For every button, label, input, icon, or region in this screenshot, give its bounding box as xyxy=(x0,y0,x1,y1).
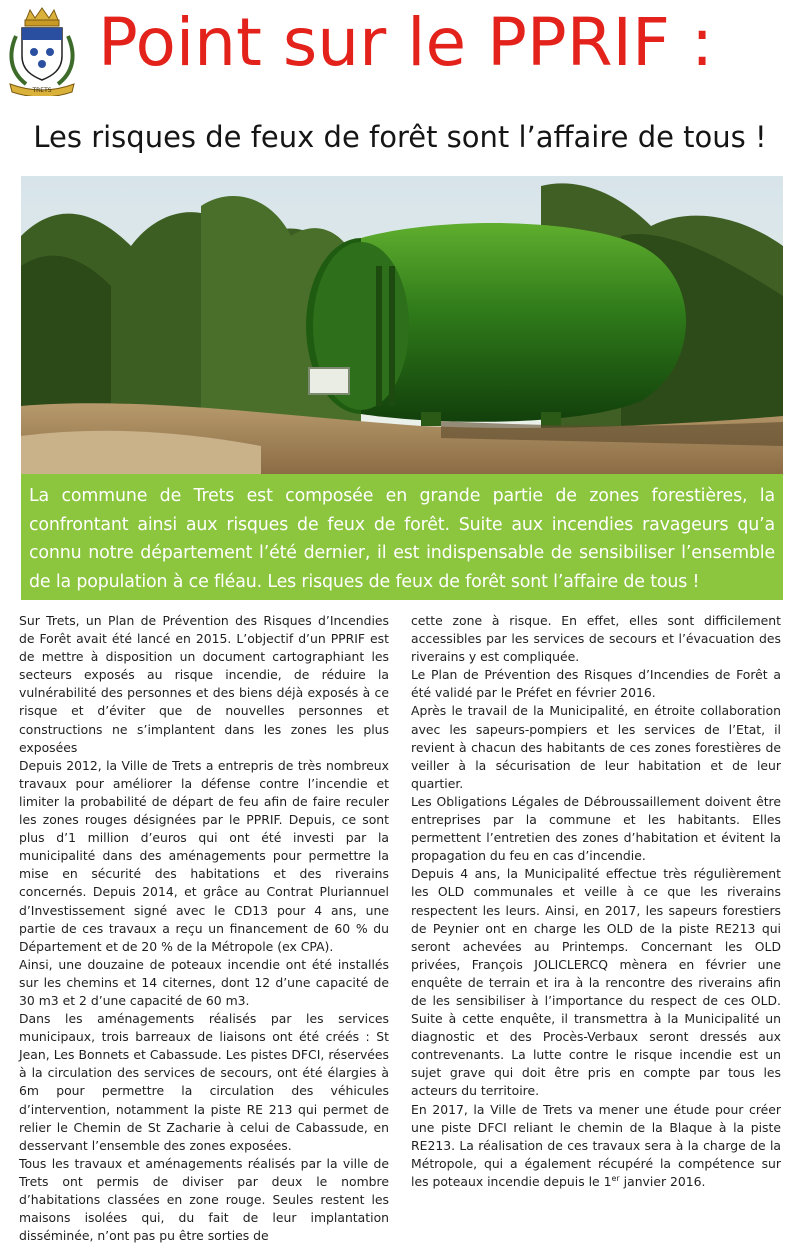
paragraph: Ainsi, une douzaine de poteaux incendie ont été installés sur les chemins et 14 citernes, dont 12 d’une capacité de 30 m3 et 2 d’une capacité de 60 m3. xyxy=(19,956,389,1008)
paragraph: Sur Trets, un Plan de Prévention des Risques d’Incendies de Forêt avait été lancé en 2015. L’objectif d’un PPRIF est de mettre à disposition un document cartographiant les secteurs exposés au risque incendie, de réduire la vulnérabilité des personnes et des biens déjà exposés à ce risque et d’éviter que de nouvelles personnes et constructions ne s’implantent dans les zones les plus exposées xyxy=(19,613,389,755)
intro-text: La commune de Trets est composée en grande partie de zones forestières, la confrontant ainsi aux risques de feux de forêt. Suite aux incendies ravageurs qu’a connu notre département l’été dernier, il est indispensable de sensibiliser l’ensemble de la population à ce fléau. Les risques de feux de forêt sont l’affaire de tous ! xyxy=(29,486,775,592)
paragraph-last xyxy=(411,1101,781,1191)
paragraph: Depuis 4 ans, la Municipalité effectue très régulièrement les OLD communales et veille à ce que les riverains respectent les leurs. Ainsi, en 2017, les sapeurs forestiers de Peynier ont en charge les OLD de la piste RE213 qui seront achevées au Printemps. Concernant les OLD privées, François JOLICLERCQ mènera en février une enquête de terrain et ira à la rencontre des riverains afin de les sensibiliser à l’importance du respect de ces OLD. Suite à cette enquête, il transmettra à la Municipalité un diagnostic et des Procès-Verbaux seront dressés aux contrevenants. La lutte contre le risque incendie est un sujet grave qui doit être pris en compte par tous les acteurs du territoire. xyxy=(411,866,781,1099)
paragraph: Le Plan de Prévention des Risques d’Incendies de Forêt a été validé par le Préfet en février 2016. xyxy=(411,667,781,701)
page-subtitle: Les risques de feux de forêt sont l’affaire de tous ! xyxy=(33,120,767,154)
paragraph: Après le travail de la Municipalité, en étroite collaboration avec les sapeurs-pompiers et les services de l’Etat, il revient à chacun des habitants de ces zones forestières de veiller à la sécurisation de leur habitation et de leur quartier. xyxy=(411,703,781,791)
paragraph: cette zone à risque. En effet, elles sont difficilement accessibles par les services de secours et l’évacuation des riverains y est compliquée. xyxy=(411,613,781,665)
paragraph: Tous les travaux et aménagements réalisés par la ville de Trets ont permis de diviser par deux le nombre d’habitations classées en zone rouge. Seules restent les maisons isolées qui, du fait de leur implantation disséminée, n’ont pas pu être sorties de xyxy=(19,1155,389,1244)
crest-ribbon-text: TRETS xyxy=(32,87,52,94)
paragraph-text: janvier 2016. xyxy=(619,1173,706,1189)
page-title: Point sur le PPRIF : xyxy=(98,4,714,81)
intro-box xyxy=(21,474,783,600)
town-crest-logo xyxy=(4,6,80,96)
paragraph: Les Obligations Légales de Débroussaillement doivent être entreprises par la commune et les habitants. Elles permettent l’entretien des zones d’habitation et évitent la propagation du feu en cas d’incendie. xyxy=(411,793,781,864)
water-tank-photo xyxy=(21,176,783,474)
paragraph-text: En 2017, la Ville de Trets va mener une étude pour créer une piste DFCI reliant le chemin de la Blaque à la piste RE213. La réalisation de ces travaux sera à la charge de la Métropole, qui a également récupéré la compétence sur les poteaux incendie depuis le 1 xyxy=(411,1101,781,1189)
article-column-right xyxy=(411,612,781,1191)
paragraph: Dans les aménagements réalisés par les services municipaux, trois barreaux de liaisons ont été créés : St Jean, Les Bonnets et Cabassude. Les pistes DFCI, réservées à la circulation des services de secours, ont été élargies à 6m pour permettre la circulation des véhicules d’intervention, notamment la piste RE 213 qui permet de relier le Chemin de St Zacharie à celui de Cabassude, en desservant l’ensemble des zones exposées. xyxy=(19,1011,389,1153)
paragraph: Depuis 2012, la Ville de Trets a entrepris de très nombreux travaux pour améliorer la défense contre l’incendie et limiter la probabilité de départ de feu afin de faire reculer les zones rouges désignées par le PPRIF. Depuis, ce sont plus d’1 million d’euros qui ont été investi par la municipalité dans des aménagements pour permettre la mise en sécurité des habitations et des riverains concernés. Depuis 2014, et grâce au Contrat Pluriannuel d’Investissement signé avec le CD13 pour 4 ans, une partie de ces travaux a reçu un financement de 60 % du Département et de 20 % de la Métropole (ex CPA). xyxy=(19,757,389,954)
superscript: er xyxy=(611,1173,620,1183)
article-column-left xyxy=(19,612,389,1245)
